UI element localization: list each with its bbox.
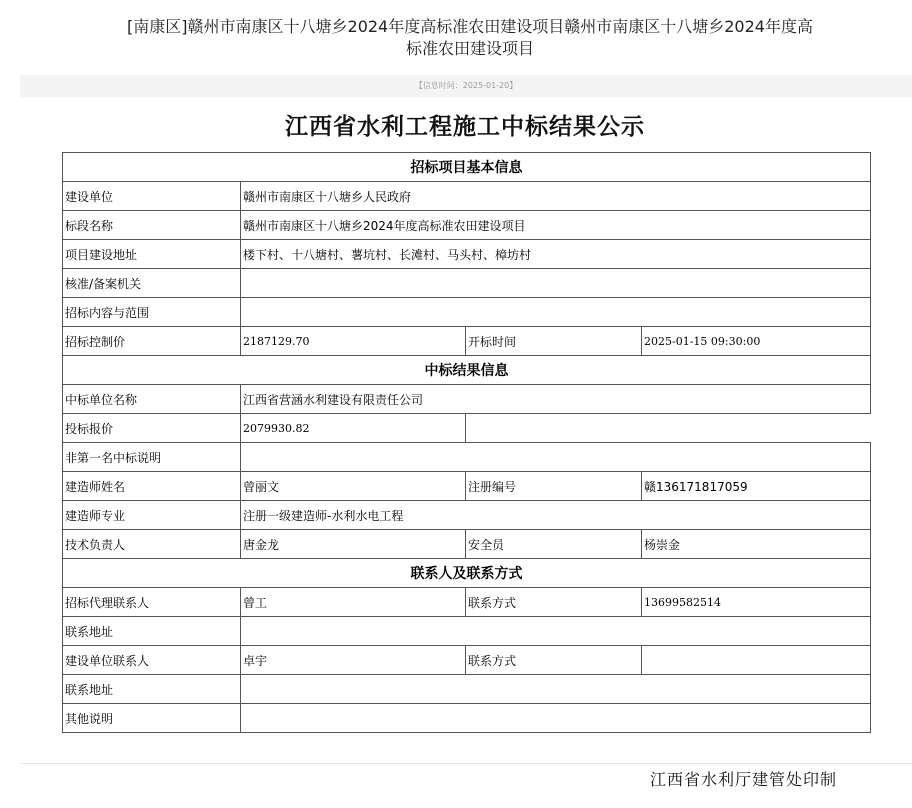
row-label: 项目建设地址 bbox=[63, 240, 241, 269]
footer-imprint: 江西省水利厅建管处印制 bbox=[650, 770, 838, 789]
section-title: 中标结果信息 bbox=[63, 356, 871, 385]
row-value: 曾工 bbox=[241, 588, 466, 617]
table-row bbox=[63, 211, 871, 240]
row-value: 唐金龙 bbox=[241, 530, 466, 559]
row-value: 13699582514 bbox=[642, 588, 871, 617]
row-value: 江西省营涵水利建设有限责任公司 bbox=[241, 385, 871, 414]
table-row bbox=[63, 269, 871, 298]
row-label: 招标内容与范围 bbox=[63, 298, 241, 327]
row-label: 建造师姓名 bbox=[63, 472, 241, 501]
row-value bbox=[241, 675, 871, 704]
section-title: 联系人及联系方式 bbox=[63, 559, 871, 588]
row-value: 曾丽文 bbox=[241, 472, 466, 501]
section-header-contacts bbox=[63, 559, 871, 588]
row-label: 联系方式 bbox=[466, 646, 642, 675]
row-value: 楼下村、十八塘村、薯坑村、长滩村、马头村、樟坊村 bbox=[241, 240, 871, 269]
row-value bbox=[241, 617, 871, 646]
row-value bbox=[241, 704, 871, 733]
table-row bbox=[63, 588, 871, 617]
table-row bbox=[63, 327, 871, 356]
table-row bbox=[63, 182, 871, 211]
row-value bbox=[241, 269, 871, 298]
table-row bbox=[63, 501, 871, 530]
row-label: 标段名称 bbox=[63, 211, 241, 240]
row-label: 建造师专业 bbox=[63, 501, 241, 530]
row-label: 注册编号 bbox=[466, 472, 642, 501]
table-row bbox=[63, 472, 871, 501]
table-row bbox=[63, 414, 871, 443]
row-label: 建设单位 bbox=[63, 182, 241, 211]
info-time: 【信息时间：2025-01-20】 bbox=[20, 75, 912, 97]
row-label: 建设单位联系人 bbox=[63, 646, 241, 675]
row-label: 安全员 bbox=[466, 530, 642, 559]
table-row bbox=[63, 240, 871, 269]
table-row bbox=[63, 385, 871, 414]
section-header-basic-info bbox=[63, 153, 871, 182]
row-label: 非第一名中标说明 bbox=[63, 443, 241, 472]
section-title: 招标项目基本信息 bbox=[63, 153, 871, 182]
row-value: 赣136171817059 bbox=[642, 472, 871, 501]
row-value: 卓宇 bbox=[241, 646, 466, 675]
row-label: 中标单位名称 bbox=[63, 385, 241, 414]
page-title: [南康区]赣州市南康区十八塘乡2024年度高标准农田建设项目赣州市南康区十八塘乡2024年度高标准农田建设项目 bbox=[127, 17, 813, 58]
row-value: 杨崇金 bbox=[642, 530, 871, 559]
row-label: 联系地址 bbox=[63, 617, 241, 646]
table-row bbox=[63, 298, 871, 327]
row-label: 招标控制价 bbox=[63, 327, 241, 356]
row-label: 招标代理联系人 bbox=[63, 588, 241, 617]
table-row bbox=[63, 443, 871, 472]
table-row bbox=[63, 704, 871, 733]
row-value: 2187129.70 bbox=[241, 327, 466, 356]
row-value: 2025-01-15 09:30:00 bbox=[642, 327, 871, 356]
row-value: 赣州市南康区十八塘乡人民政府 bbox=[241, 182, 871, 211]
row-value: 注册一级建造师-水利水电工程 bbox=[241, 501, 871, 530]
bid-result-table bbox=[62, 152, 871, 733]
empty-cell bbox=[466, 414, 871, 443]
table-row bbox=[63, 617, 871, 646]
row-label: 技术负责人 bbox=[63, 530, 241, 559]
section-header-result-info bbox=[63, 356, 871, 385]
row-value bbox=[241, 443, 871, 472]
table-row bbox=[63, 530, 871, 559]
table-row bbox=[63, 646, 871, 675]
row-label: 联系地址 bbox=[63, 675, 241, 704]
row-value bbox=[642, 646, 871, 675]
row-label: 其他说明 bbox=[63, 704, 241, 733]
row-label: 开标时间 bbox=[466, 327, 642, 356]
row-label: 投标报价 bbox=[63, 414, 241, 443]
row-value bbox=[241, 298, 871, 327]
footer-divider bbox=[20, 763, 912, 764]
table-row bbox=[63, 675, 871, 704]
row-value: 2079930.82 bbox=[241, 414, 466, 443]
document-heading: 江西省水利工程施工中标结果公示 bbox=[285, 113, 645, 140]
row-label: 联系方式 bbox=[466, 588, 642, 617]
row-label: 核准/备案机关 bbox=[63, 269, 241, 298]
row-value: 赣州市南康区十八塘乡2024年度高标准农田建设项目 bbox=[241, 211, 871, 240]
